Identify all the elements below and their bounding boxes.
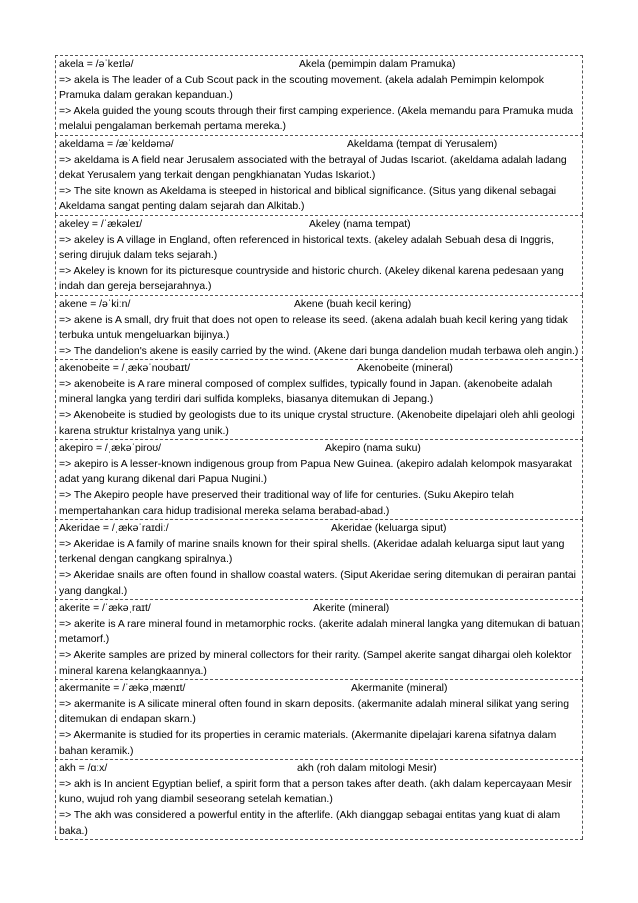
dictionary-entry-akenobeite bbox=[55, 359, 583, 439]
example-definition: => akenobeite is A rare mineral composed of complex sulfides, typically found in Japan. (akenobeite adalah mineral langka yang terdiri dari sulfida kompleks, biasanya ditemukan di Jepang.) bbox=[59, 378, 553, 406]
example-sentence: => The Akepiro people have preserved their traditional way of life for centuries. (Suku Akepiro telah mempertahankan cara hidup tradisional mereka selama berabad-abad.) bbox=[59, 490, 514, 517]
entry-header bbox=[59, 601, 580, 617]
example-definition: => akene is A small, dry fruit that does not open to release its seed. (akena adalah buah kecil kering yang tidak terbuka untuk mengeluarkan bijinya.) bbox=[59, 314, 568, 342]
dictionary-entry-akepiro bbox=[55, 439, 583, 519]
example-sentence: => The akh was considered a powerful entity in the afterlife. (Akh dianggap sebagai entitas yang kuat di alam baka.) bbox=[59, 809, 561, 837]
example-definition: => akela is The leader of a Cub Scout pack in the scouting movement. (akela adalah Pemimpin kelompok Pramuka dalam gerakan kepanduan.) bbox=[59, 74, 544, 102]
entry-header bbox=[59, 441, 580, 457]
example-definition: => Akeridae is A family of marine snails known for their spiral shells. (Akeridae adalah keluarga siput laut yang terkenal dengan cangkang spiralnya.) bbox=[59, 538, 565, 566]
example-sentence: => Akermanite is studied for its properties in ceramic materials. (Akermanite dipelajari karena sifatnya dalam bahan keramik.) bbox=[59, 729, 557, 757]
translation: Akermanite (mineral) bbox=[351, 683, 448, 695]
headword-pronunciation: akela = /əˈkeɪlə/ bbox=[59, 59, 134, 70]
example-sentence: => Akenobeite is studied by geologists due to its unique crystal structure. (Akenobeite dipelajari oleh ahli geologi karena struktur kristalnya yang unik.) bbox=[59, 410, 575, 437]
entry-header bbox=[59, 681, 580, 697]
dictionary-entry-akeridae bbox=[55, 519, 583, 599]
headword-pronunciation: akene = /əˈkiːn/ bbox=[59, 298, 131, 310]
example-definition: => akeldama is A field near Jerusalem associated with the betrayal of Judas Iscariot. (akeldama adalah ladang dekat Yerusalem yang terkait dengan pengkhianatan Yudas Iskariot.) bbox=[59, 154, 567, 182]
translation: Akeldama (tempat di Yerusalem) bbox=[347, 138, 498, 150]
example-definition: => akerite is A rare mineral found in metamorphic rocks. (akerite adalah mineral langka yang ditemukan di batuan metamorf.) bbox=[59, 618, 580, 646]
dictionary-entry-akerite bbox=[55, 599, 583, 679]
dictionary-entry-akela bbox=[55, 55, 583, 135]
entry-header bbox=[59, 761, 580, 777]
dictionary-entry-akeley bbox=[55, 215, 583, 295]
headword-pronunciation: akh = /ɑːx/ bbox=[59, 763, 108, 775]
dictionary-entry-akh bbox=[55, 759, 583, 839]
headword-pronunciation: Akeridae = /ˌækəˈraɪdiː/ bbox=[59, 523, 169, 535]
example-sentence: => Akeridae snails are often found in shallow coastal waters. (Siput Akeridae sering ditemukan di perairan pantai yang dangkal.) bbox=[59, 570, 576, 597]
translation: akh (roh dalam mitologi Mesir) bbox=[297, 763, 437, 775]
example-sentence: => The dandelion's akene is easily carried by the wind. (Akene dari bunga dandelion mudah terbawa oleh angin.) bbox=[59, 345, 579, 357]
dictionary-entry-akeldama bbox=[55, 135, 583, 215]
headword-pronunciation: akenobeite = /ˌækəˈnoʊbaɪt/ bbox=[59, 363, 191, 375]
entry-header bbox=[59, 521, 580, 537]
example-definition: => akepiro is A lesser-known indigenous group from Papua New Guinea. (akepiro adalah kelompok masyarakat adat yang kurang dikenal dari Papua Nugini.) bbox=[59, 458, 572, 486]
headword-pronunciation: akerite = /ˈækəˌraɪt/ bbox=[59, 603, 151, 615]
dictionary-entry-akermanite bbox=[55, 679, 583, 759]
example-sentence: => Akeley is known for its picturesque countryside and historic church. (Akeley dikenal karena pedesaan yang indah dan gereja bersejarahnya.) bbox=[59, 265, 564, 293]
entry-header bbox=[59, 361, 580, 377]
headword-pronunciation: akermanite = /ˈækəˌmænɪt/ bbox=[59, 683, 186, 695]
translation: Akenobeite (mineral) bbox=[357, 363, 453, 375]
entry-header bbox=[59, 137, 580, 153]
headword-pronunciation: akeldama = /æˈkeldəmə/ bbox=[59, 138, 174, 150]
translation: Akela (pemimpin dalam Pramuka) bbox=[299, 59, 456, 70]
entry-header bbox=[59, 217, 580, 233]
entry-header bbox=[59, 57, 580, 73]
translation: Akerite (mineral) bbox=[313, 603, 390, 615]
translation: Akepiro (nama suku) bbox=[325, 443, 421, 455]
translation: Akeridae (keluarga siput) bbox=[331, 523, 447, 535]
dictionary-document bbox=[55, 55, 583, 840]
entry-header bbox=[59, 297, 580, 313]
headword-pronunciation: akeley = /ˈækəleɪ/ bbox=[59, 218, 143, 230]
dictionary-entry-akene bbox=[55, 295, 583, 359]
example-sentence: => Akerite samples are prized by mineral collectors for their rarity. (Sampel akerite sangat dihargai oleh kolektor mineral karena kelangkaannya.) bbox=[59, 649, 572, 677]
translation: Akeley (nama tempat) bbox=[309, 218, 411, 230]
headword-pronunciation: akepiro = /ˌækəˈpiroʊ/ bbox=[59, 443, 162, 455]
example-definition: => akh is In ancient Egyptian belief, a spirit form that a person takes after death. (akh dalam kepercayaan Mesir kuno, wujud roh yang diambil seseorang setelah kematian.) bbox=[59, 778, 572, 806]
example-definition: => akermanite is A silicate mineral often found in skarn deposits. (akermanite adalah mineral silikat yang sering ditemukan di endapan skarn.) bbox=[59, 698, 569, 726]
translation: Akene (buah kecil kering) bbox=[294, 298, 412, 310]
example-sentence: => The site known as Akeldama is steeped in historical and biblical significance. (Situs yang dikenal sebagai Akeldama sangat penting dalam sejarah dan Alkitab.) bbox=[59, 185, 557, 213]
example-definition: => akeley is A village in England, often referenced in historical texts. (akeley adalah Sebuah desa di Inggris, sering dirujuk dalam teks sejarah.) bbox=[59, 234, 555, 262]
example-sentence: => Akela guided the young scouts through their first camping experience. (Akela memandu para Pramuka muda melalui pengalaman berkemah pertama mereka.) bbox=[59, 105, 574, 133]
